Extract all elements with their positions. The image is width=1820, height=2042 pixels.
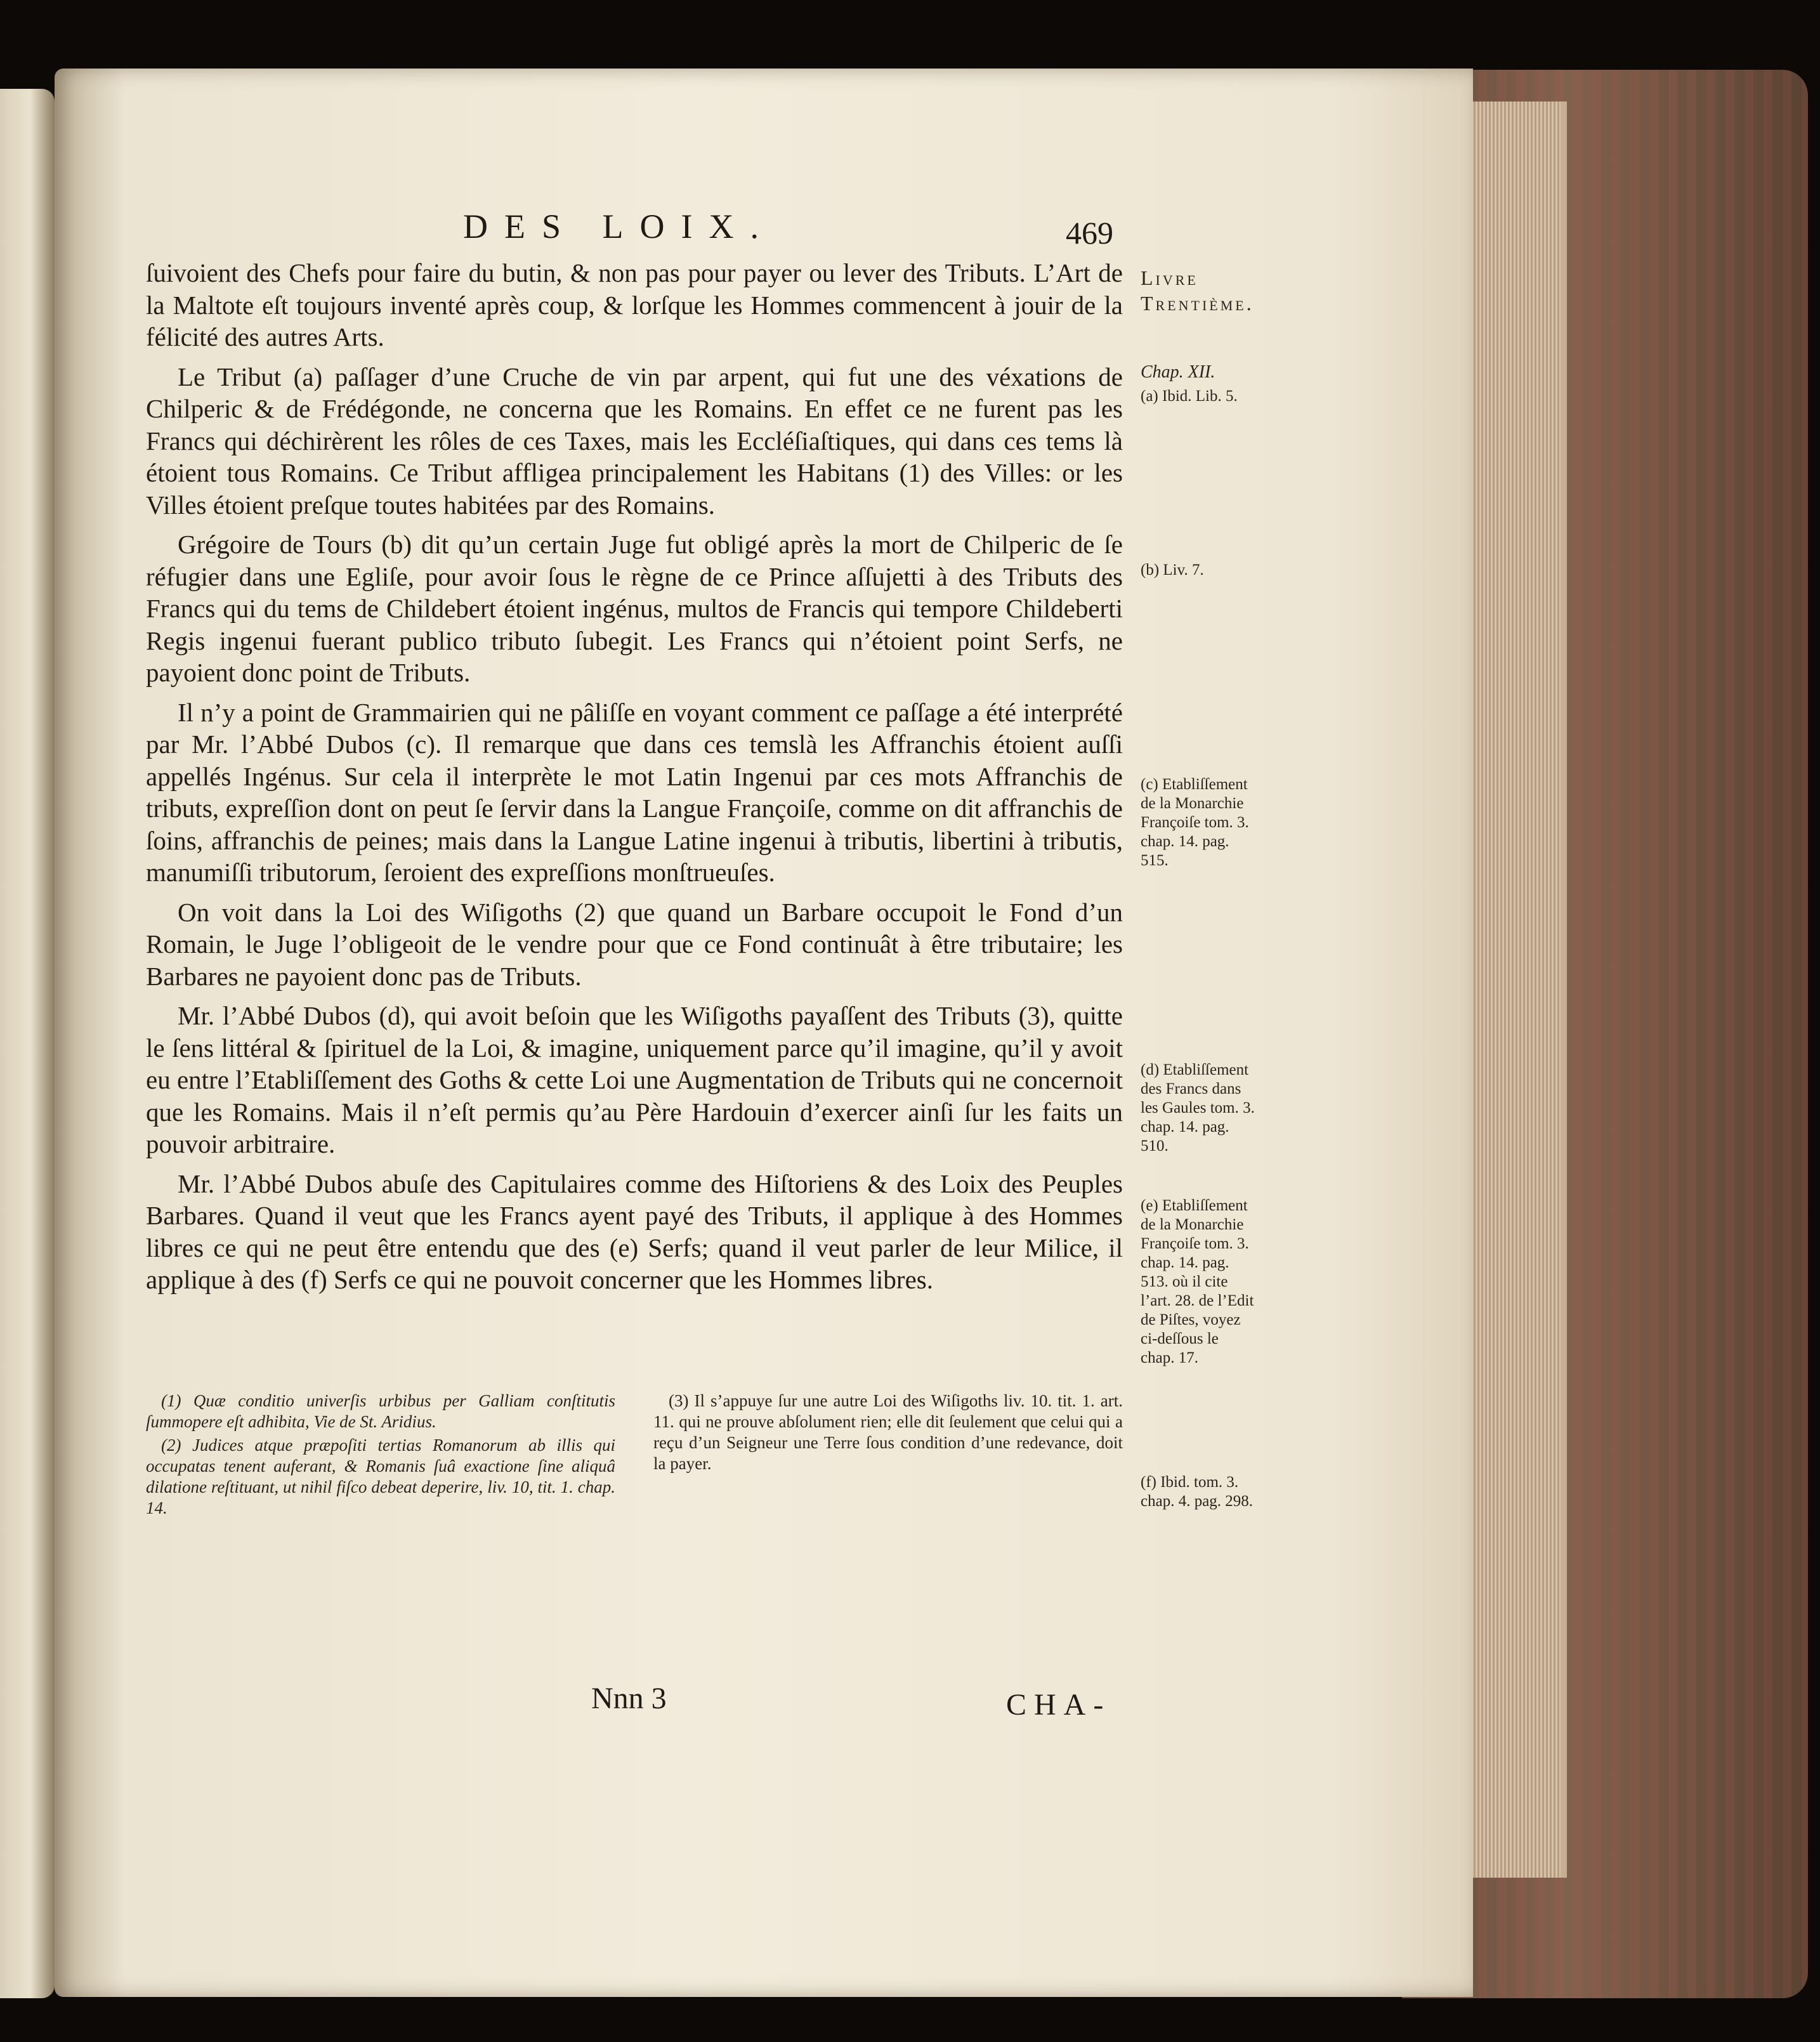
footnotes-left-column <box>146 1391 615 1521</box>
main-text <box>146 257 1123 1304</box>
running-head: DES LOIX. <box>463 207 775 245</box>
paragraph: Grégoire de Tours (b) dit qu’un certain Juge fut obligé après la mort de Chilperic de ſe réfugier dans une Egliſe, pour avoir ſous le règne de ce Prince aſſujetti à des Tributs des Francs qui du tems de Childebert étoient ingénus, multos de Francis qui tempore Childeberti Regis ingenui fuerant publico tributo ſubegit. Les Francs qui n’étoient point Serfs, ne payoient donc point de Tributs. <box>146 530 1123 687</box>
footnote: (2) Judices atque præpoſiti tertias Romanorum ab illis qui occupatas tenent auferant, & Romanis ſuâ exactione ſine aliquâ dilatione reſtituant, ut nihil fiſco debeat deperire, liv. 10, tit. 1. chap. 14. <box>146 1436 615 1517</box>
page-number: 469 <box>1066 215 1113 251</box>
paragraph: Mr. l’Abbé Dubos (d), qui avoit beſoin que les Wiſigoths payaſſent des Tributs (3), quitte le ſens littéral & ſpirituel de la Loi, & imagine, uniquement parce qu’il imagine, qu’il y avoit eu entre l’Etabliſſement des Goths & cette Loi une Augmentation de Tributs qui ne concernoit que les Romains. Mais il n’eſt permis qu’au Père Hardouin d’exercer ainſi ſur les faits un pouvoir arbitraire. <box>146 1001 1123 1158</box>
signature-mark: Nnn 3 <box>591 1682 667 1715</box>
margin-note-e: (e) Etabliſſement de la Monarchie Françoiſe tom. 3. chap. 14. pag. 513. où il cite l’art. 28. de l’Edit de Piſtes, voyez ci-deſſous le chap. 17. <box>1141 1197 1254 1366</box>
margin-note-f: (f) Ibid. tom. 3. chap. 4. pag. 298. <box>1141 1474 1254 1510</box>
footnote: (1) Quæ conditio univerſis urbibus per Galliam conſtitutis ſummopere eſt adhibita, Vie de St. Aridius. <box>146 1391 615 1431</box>
footnotes-right-column <box>653 1391 1123 1521</box>
paragraph: Il n’y a point de Grammairien qui ne pâliſſe en voyant comment ce paſſage a été interprété par Mr. l’Abbé Dubos (c). Il remarque que dans ces temslà les Affranchis étoient auſſi appellés Ingénus. Sur cela il interprète le mot Latin Ingenui par ces mots Affranchis de tributs, expreſſion dont on peut ſe ſervir dans la Langue Françoiſe, comme on dit affranchis de ſoins, affranchis de peines; mais dans la Langue Latine ingenui à tributis, libertini à tributis, manumiſſi tributorum, ſeroient des expreſſions monſtrueuſes. <box>146 697 1123 887</box>
margin-book-title: Livre Trentième. <box>1141 266 1254 315</box>
margin-note-a: (a) Ibid. Lib. 5. <box>1141 388 1238 405</box>
paragraph: ſuivoient des Chefs pour faire du butin, & non pas pour payer ou lever des Tributs. L’Art de la Maltote eſt toujours inventé après coup, & lorſque les Hommes commencent à jouir de la félicité des autres Arts. <box>146 258 1123 351</box>
paragraph: Mr. l’Abbé Dubos abuſe des Capitulaires comme des Hiſtoriens & des Loix des Peuples Barbares. Quand il veut que les Francs ayent payé des Tributs, il applique à des Hommes libres ce qui ne peut être entendu que des (e) Serfs; quand il veut parler de leur Milice, il applique à des (f) Serfs ce qui ne pouvoit concerner que les Hommes libres. <box>146 1168 1123 1294</box>
catchword: CHA- <box>1006 1688 1111 1722</box>
facing-page-edge <box>0 89 55 1998</box>
footnotes <box>146 1391 1123 1521</box>
paragraph: On voit dans la Loi des Wiſigoths (2) que quand un Barbare occupoit le Fond d’un Romain, le Juge l’obligeoit de le vendre pour que ce Fond continuât à être tributaire; les Barbares ne payoient donc pas de Tributs. <box>146 897 1123 991</box>
margin-note-d: (d) Etabliſſement des Francs dans les Gaules tom. 3. chap. 14. pag. 510. <box>1141 1061 1255 1155</box>
margin-chapter: Chap. XII. <box>1141 362 1215 382</box>
margin-note-b: (b) Liv. 7. <box>1141 561 1204 579</box>
footnote: (3) Il s’appuye ſur une autre Loi des Wiſigoths liv. 10. tit. 1. art. 11. qui ne prouve abſolument rien; elle dit ſeulement que celui qui a reçu d’un Seigneur une Terre ſous condition d’une redevance, doit la payer. <box>653 1391 1123 1473</box>
paragraph: Le Tribut (a) paſſager d’une Cruche de vin par arpent, qui fut une des véxations de Chilperic & de Frédégonde, ne concerna que les Romains. En effet ce ne furent pas les Francs qui déchirèrent les rôles de ces Taxes, mais les Eccléſiaſtiques, qui dans ces tems là étoient tous Romains. Ce Tribut affligea principalement les Habitans (1) des Villes: or les Villes étoient preſque toutes habitées par des Romains. <box>146 362 1123 520</box>
margin-note-c: (c) Etabliſſement de la Monarchie Françoiſe tom. 3. chap. 14. pag. 515. <box>1141 776 1249 869</box>
